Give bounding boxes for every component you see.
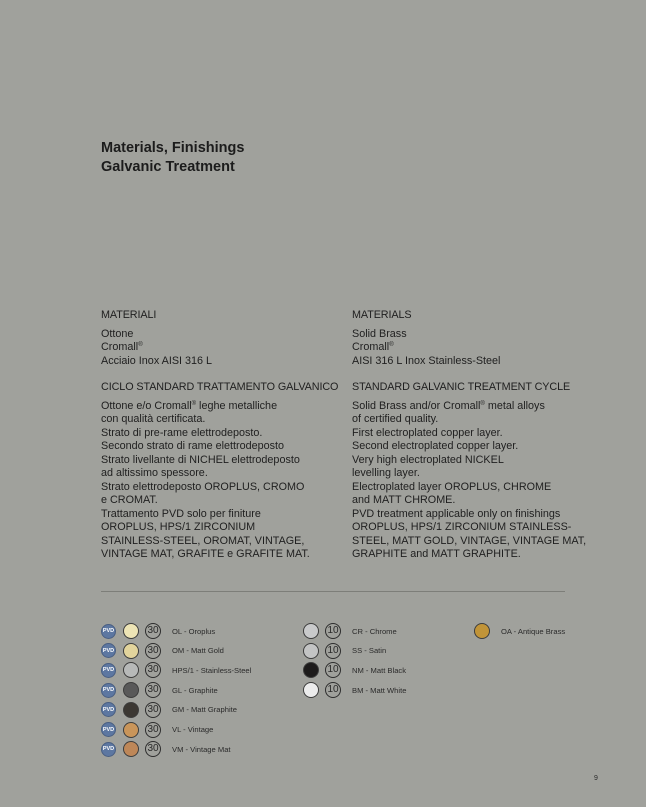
finish-label: HPS/1 - Stainless-Steel (172, 665, 252, 675)
pvd-badge: PVD (101, 663, 116, 678)
color-swatch (123, 722, 139, 738)
finish-label: VL - Vintage (172, 725, 214, 734)
cycle-heading: STANDARD GALVANIC TREATMENT CYCLE (352, 381, 571, 393)
material-item: Ottone (101, 327, 134, 340)
material-item: Solid Brass (352, 327, 407, 340)
finish-row (101, 661, 251, 679)
cycle-line: GRAPHITE and MATT GRAPHITE. (352, 548, 521, 560)
micron-badge: 30 (145, 662, 161, 678)
color-swatch (123, 702, 139, 718)
finish-label: NM - Matt Black (352, 665, 407, 675)
cycle-line: Strato livellante di NICHEL elettrodeposto (101, 453, 300, 466)
cycle-line: STAINLESS-STEEL, OROMAT, VINTAGE, (101, 534, 305, 547)
color-swatch (123, 623, 139, 639)
cycle-line: VINTAGE MAT, GRAFITE e GRAFITE MAT. (101, 548, 310, 560)
micron-badge: 30 (145, 682, 161, 698)
finish-label: SS - Satin (352, 646, 387, 656)
cycle-line: Second electroplated copper layer. (352, 440, 519, 452)
color-swatch (303, 662, 319, 678)
finish-label: VM - Vintage Mat (172, 744, 231, 754)
color-swatch (303, 623, 319, 639)
finish-row (101, 701, 237, 719)
finish-row (303, 681, 406, 699)
cycle-line: OROPLUS, HPS/1 ZIRCONIUM STAINLESS- (352, 521, 572, 533)
pvd-badge: PVD (101, 722, 116, 737)
cycle-line: Strato di pre-rame elettrodeposto. (101, 426, 263, 439)
finish-label: GL - Graphite (172, 685, 218, 695)
finish-row (101, 740, 231, 758)
micron-badge: 30 (145, 643, 161, 659)
finish-row (101, 622, 215, 640)
page-title (101, 139, 244, 177)
ciclo-text (101, 400, 341, 562)
cycle-line: Very high electroplated NICKEL (352, 453, 504, 466)
cycle-line: e CROMAT. (101, 494, 158, 506)
micron-badge: 30 (145, 741, 161, 757)
finish-row (303, 661, 406, 679)
cycle-line: STEEL, MATT GOLD, VINTAGE, VINTAGE MAT, (352, 534, 587, 547)
cycle-line: First electroplated copper layer. (352, 426, 503, 439)
materials-heading: MATERIALS (352, 309, 412, 321)
cycle-line: Solid Brass and/or Cromall® metal alloys (352, 399, 545, 412)
pvd-badge: PVD (101, 643, 116, 658)
cycle-line: PVD treatment applicable only on finishings (352, 507, 561, 520)
finish-label: GM - Matt Graphite (172, 705, 237, 715)
finish-label: OA - Antique Brass (501, 626, 566, 636)
material-item: Cromall® (101, 341, 143, 353)
micron-badge: 30 (145, 702, 161, 718)
ciclo-heading: CICLO STANDARD TRATTAMENTO GALVANICO (101, 381, 339, 393)
micron-badge: 30 (145, 722, 161, 738)
finish-row (303, 622, 397, 640)
title-line-1: Materials, Finishings (101, 140, 245, 156)
finish-row (101, 681, 218, 699)
cycle-line: levelling layer. (352, 467, 420, 479)
micron-badge: 10 (325, 643, 341, 659)
color-swatch (303, 643, 319, 659)
pvd-badge: PVD (101, 624, 116, 639)
cycle-line: con qualità certificata. (101, 413, 206, 425)
finish-row (101, 642, 224, 660)
cycle-text (352, 399, 587, 562)
color-swatch (123, 643, 139, 659)
cycle-line: Electroplated layer OROPLUS, CHROME (352, 480, 552, 493)
material-item: Acciaio Inox AISI 316 L (101, 354, 213, 367)
micron-badge: 30 (145, 623, 161, 639)
micron-badge: 10 (325, 623, 341, 639)
cycle-line: ad altissimo spessore. (101, 467, 208, 479)
finish-label: OL - Oroplus (172, 626, 216, 636)
color-swatch (123, 741, 139, 757)
micron-badge: 10 (325, 662, 341, 678)
finish-label: CR - Chrome (352, 626, 397, 636)
cycle-line: Secondo strato di rame elettrodeposto (101, 440, 285, 452)
material-item: AISI 316 L Inox Stainless-Steel (352, 354, 501, 367)
cycle-line: Strato elettrodeposto OROPLUS, CROMO (101, 480, 305, 493)
materiali-heading: MATERIALI (101, 309, 157, 321)
page-number: 9 (594, 775, 598, 782)
finish-label: OM - Matt Gold (172, 646, 224, 656)
title-line-2: Galvanic Treatment (101, 159, 235, 175)
finish-row (474, 622, 565, 640)
english-column (352, 309, 587, 562)
color-swatch (303, 682, 319, 698)
material-item: Cromall® (352, 341, 394, 353)
cycle-line: Trattamento PVD solo per finiture (101, 507, 261, 520)
divider (101, 591, 565, 592)
cycle-line: Ottone e/o Cromall® leghe metalliche (101, 399, 278, 412)
cycle-line: of certified quality. (352, 413, 439, 425)
cycle-line: OROPLUS, HPS/1 ZIRCONIUM (101, 521, 256, 533)
finish-row (303, 642, 386, 660)
color-swatch (474, 623, 490, 639)
pvd-badge: PVD (101, 702, 116, 717)
italian-column (101, 309, 341, 562)
cycle-line: and MATT CHROME. (352, 494, 456, 506)
color-swatch (123, 662, 139, 678)
finish-row (101, 721, 213, 739)
color-swatch (123, 682, 139, 698)
pvd-badge: PVD (101, 742, 116, 757)
finish-label: BM - Matt White (352, 685, 407, 695)
pvd-badge: PVD (101, 683, 116, 698)
micron-badge: 10 (325, 682, 341, 698)
